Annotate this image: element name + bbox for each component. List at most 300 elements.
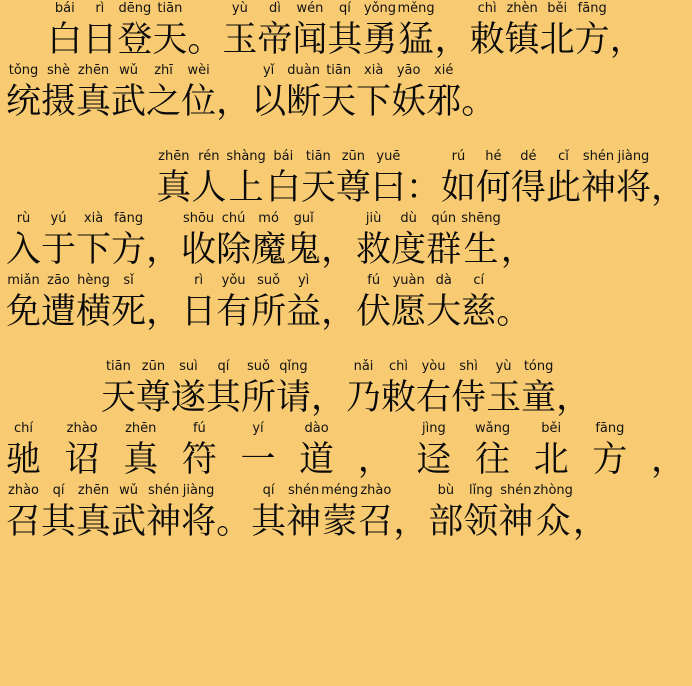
chinese-character: 敕 <box>469 20 505 60</box>
pinyin-annotation: měng <box>397 1 435 16</box>
pinyin-annotation: dà <box>435 273 452 288</box>
pinyin-annotation: xié <box>434 63 454 78</box>
pinyin-annotation: fāng <box>114 211 144 226</box>
pinyin-annotation: chì <box>389 359 409 374</box>
pinyin-annotation: dù <box>400 211 417 226</box>
chinese-character: 。 <box>216 502 252 542</box>
pinyin-char-unit <box>486 358 521 420</box>
pinyin-annotation: wǎng <box>475 421 511 436</box>
pinyin-char-unit <box>6 420 41 482</box>
chinese-character: 益 <box>286 292 322 332</box>
pinyin-annotation: zhào <box>66 421 98 436</box>
chinese-character: 上 <box>228 168 264 208</box>
pinyin-annotation: zhēn <box>77 483 110 498</box>
pinyin-annotation: miǎn <box>7 273 40 288</box>
chinese-character: 度 <box>391 230 427 270</box>
pinyin-annotation: dé <box>520 149 537 164</box>
chinese-character: 其 <box>41 502 77 542</box>
pinyin-char-unit <box>461 272 496 334</box>
chinese-character: 之 <box>146 82 182 122</box>
chinese-character: 侍 <box>451 378 487 418</box>
pinyin-char-unit <box>156 148 191 210</box>
pinyin-annotation: zūn <box>341 149 365 164</box>
pinyin-annotation: nǎi <box>353 359 374 374</box>
pinyin-char-unit <box>546 148 581 210</box>
chinese-character: 救 <box>356 230 392 270</box>
chinese-character: 慈 <box>461 292 497 332</box>
chinese-character: 此 <box>545 168 581 208</box>
chinese-character: 方 <box>592 440 628 480</box>
pinyin-char-unit <box>76 210 111 272</box>
pinyin-char-unit <box>426 272 461 334</box>
chinese-character: 摄 <box>41 82 77 122</box>
text-line <box>0 420 692 482</box>
pinyin-char-unit <box>397 0 434 62</box>
chinese-character: ， <box>146 230 182 270</box>
chinese-character: 迳 <box>416 440 452 480</box>
pinyin-annotation: yǐ <box>262 63 275 78</box>
chinese-character: 伏 <box>356 292 392 332</box>
punctuation-unit <box>461 62 496 124</box>
pinyin-annotation: wèi <box>187 63 210 78</box>
pinyin-annotation: zāo <box>47 273 70 288</box>
chinese-character: ， <box>572 502 608 542</box>
pinyin-char-unit <box>222 0 257 62</box>
chinese-character: 天 <box>300 168 336 208</box>
pinyin-annotation: duàn <box>287 63 320 78</box>
chinese-character: 部 <box>428 502 464 542</box>
pinyin-annotation: qí <box>52 483 65 498</box>
chinese-character: 生 <box>463 230 499 270</box>
pinyin-char-unit <box>327 0 362 62</box>
punctuation-unit <box>651 420 686 482</box>
pinyin-annotation: rì <box>194 273 204 288</box>
pinyin-char-unit <box>251 482 286 544</box>
chinese-character: 道 <box>299 440 335 480</box>
pinyin-annotation: tóng <box>523 359 554 374</box>
pinyin-annotation: shōu <box>182 211 215 226</box>
pinyin-char-unit <box>381 358 416 420</box>
chinese-character: 遂 <box>170 378 206 418</box>
pinyin-annotation: xià <box>364 63 384 78</box>
chinese-character: 所 <box>251 292 287 332</box>
pinyin-char-unit <box>111 482 146 544</box>
chinese-character: 真 <box>123 440 159 480</box>
pinyin-annotation: qí <box>262 483 275 498</box>
chinese-character: 曰 <box>370 168 406 208</box>
text-line <box>0 482 692 544</box>
pinyin-annotation: fú <box>192 421 206 436</box>
chinese-character: 尊 <box>135 378 171 418</box>
chinese-character: 诏 <box>64 440 100 480</box>
chinese-character: ， <box>500 230 536 270</box>
pinyin-annotation: bái <box>273 149 294 164</box>
pinyin-char-unit <box>336 148 371 210</box>
pinyin-char-unit <box>391 210 426 272</box>
pinyin-char-unit <box>292 0 327 62</box>
pinyin-char-unit <box>511 148 546 210</box>
chinese-character: 其 <box>327 20 363 60</box>
pinyin-char-unit <box>41 210 76 272</box>
chinese-character: 登 <box>117 20 153 60</box>
pinyin-annotation: zūn <box>141 359 166 374</box>
pinyin-annotation: fāng <box>577 1 607 16</box>
chinese-character: 魔 <box>251 230 287 270</box>
chinese-character: 以 <box>251 82 287 122</box>
chinese-character: 收 <box>181 230 217 270</box>
pinyin-annotation: sǐ <box>123 273 134 288</box>
pinyin-char-unit <box>299 420 334 482</box>
pinyin-annotation: zhī <box>154 63 173 78</box>
chinese-character: 猛 <box>398 20 434 60</box>
pinyin-char-unit <box>65 420 100 482</box>
chinese-character: 众 <box>535 502 571 542</box>
pinyin-char-unit <box>426 62 461 124</box>
pinyin-char-unit <box>111 62 146 124</box>
pinyin-char-unit <box>416 358 451 420</box>
pinyin-char-unit <box>6 62 41 124</box>
pinyin-char-unit <box>416 420 451 482</box>
pinyin-char-unit <box>152 0 187 62</box>
pinyin-char-unit <box>356 272 391 334</box>
chinese-character: 死 <box>111 292 147 332</box>
punctuation-unit <box>358 420 393 482</box>
pinyin-char-unit <box>428 482 463 544</box>
pinyin-char-unit <box>266 148 301 210</box>
chinese-character: ， <box>556 378 592 418</box>
pinyin-annotation: dào <box>304 421 329 436</box>
pinyin-char-unit <box>82 0 117 62</box>
chinese-character: ， <box>357 440 393 480</box>
pinyin-char-unit <box>76 482 111 544</box>
chinese-character: ， <box>321 230 357 270</box>
pinyin-char-unit <box>371 148 406 210</box>
chinese-character: 其 <box>205 378 241 418</box>
chinese-character: 神 <box>498 502 534 542</box>
pinyin-char-unit <box>391 62 426 124</box>
pinyin-annotation: tiān <box>305 149 331 164</box>
chinese-character: 童 <box>521 378 557 418</box>
pinyin-char-unit <box>181 482 216 544</box>
chinese-character: 将 <box>181 502 217 542</box>
pinyin-char-unit <box>346 358 381 420</box>
chinese-character: 真 <box>76 82 112 122</box>
pinyin-char-unit <box>146 482 181 544</box>
pinyin-char-unit <box>181 62 216 124</box>
pinyin-char-unit <box>616 148 651 210</box>
pinyin-annotation: zhēn <box>125 421 157 436</box>
pinyin-char-unit <box>181 210 216 272</box>
pinyin-char-unit <box>111 272 146 334</box>
pinyin-char-unit <box>47 0 82 62</box>
chinese-character: 帝 <box>257 20 293 60</box>
chinese-character: 天 <box>100 378 136 418</box>
pinyin-char-unit <box>286 482 321 544</box>
pinyin-annotation: zhào <box>8 483 39 498</box>
pinyin-char-unit <box>257 0 292 62</box>
punctuation-unit <box>610 0 645 62</box>
pinyin-annotation: méng <box>321 483 359 498</box>
text-line <box>0 210 692 272</box>
pinyin-annotation: zhēn <box>158 149 190 164</box>
chinese-character: 往 <box>475 440 511 480</box>
pinyin-annotation: běi <box>547 1 568 16</box>
punctuation-unit <box>311 358 346 420</box>
pinyin-annotation: suǒ <box>246 359 270 374</box>
pinyin-annotation: guǐ <box>293 211 314 226</box>
pinyin-annotation: jìng <box>422 421 446 436</box>
pinyin-char-unit <box>241 358 276 420</box>
pinyin-char-unit <box>476 148 511 210</box>
pinyin-annotation: yuàn <box>392 273 425 288</box>
chinese-character: ， <box>310 378 346 418</box>
punctuation-unit <box>393 482 428 544</box>
pinyin-char-unit <box>191 148 226 210</box>
pinyin-char-unit <box>101 358 136 420</box>
text-line <box>0 358 692 420</box>
chinese-character: 尊 <box>335 168 371 208</box>
pinyin-annotation: wǔ <box>119 63 138 78</box>
chinese-character: 入 <box>6 230 42 270</box>
pinyin-annotation: shàng <box>226 149 266 164</box>
chinese-character: 下 <box>356 82 392 122</box>
pinyin-annotation: shè <box>47 63 71 78</box>
pinyin-annotation: yù <box>231 1 248 16</box>
chinese-character: 神 <box>146 502 182 542</box>
pinyin-annotation: qǐng <box>279 359 308 374</box>
punctuation-unit <box>501 210 536 272</box>
chinese-character: 人 <box>191 168 227 208</box>
pinyin-char-unit <box>540 0 575 62</box>
pinyin-annotation: zhèn <box>506 1 538 16</box>
pinyin-char-unit <box>575 0 610 62</box>
pinyin-annotation: yuē <box>376 149 401 164</box>
text-line <box>0 0 692 62</box>
chinese-character: ： <box>405 168 441 208</box>
chinese-character: ， <box>650 168 686 208</box>
pinyin-char-unit <box>6 210 41 272</box>
pinyin-char-unit <box>251 210 286 272</box>
pinyin-annotation: dì <box>268 1 281 16</box>
pinyin-char-unit <box>146 62 181 124</box>
pinyin-annotation: zhòng <box>533 483 573 498</box>
chinese-character: 北 <box>539 20 575 60</box>
chinese-character: 邪 <box>426 82 462 122</box>
chinese-character: 请 <box>275 378 311 418</box>
pinyin-annotation: rì <box>95 1 105 16</box>
chinese-character: 武 <box>111 82 147 122</box>
pinyin-annotation: tǒng <box>8 63 39 78</box>
pinyin-annotation: dēng <box>118 1 152 16</box>
pinyin-annotation: zhēn <box>77 63 110 78</box>
punctuation-unit <box>187 0 222 62</box>
chinese-character: 玉 <box>486 378 522 418</box>
pinyin-annotation: jiù <box>365 211 382 226</box>
pinyin-annotation: shén <box>147 483 180 498</box>
pinyin-char-unit <box>475 420 510 482</box>
pinyin-annotation: yù <box>495 359 512 374</box>
pinyin-char-unit <box>498 482 533 544</box>
chinese-character: 横 <box>76 292 112 332</box>
pinyin-annotation: chí <box>14 421 33 436</box>
pinyin-char-unit <box>470 0 505 62</box>
chinese-character: ， <box>216 82 252 122</box>
pinyin-annotation: mó <box>258 211 279 226</box>
chinese-character: 一 <box>240 440 276 480</box>
pinyin-annotation: tiān <box>157 1 183 16</box>
pinyin-char-unit <box>251 62 286 124</box>
chinese-character: 其 <box>251 502 287 542</box>
pinyin-char-unit <box>505 0 540 62</box>
pinyin-char-unit <box>286 272 321 334</box>
punctuation-unit <box>146 210 181 272</box>
chinese-character: 免 <box>6 292 42 332</box>
pinyin-annotation: chú <box>221 211 246 226</box>
punctuation-unit <box>321 272 356 334</box>
pinyin-char-unit <box>41 62 76 124</box>
chinese-character: 鬼 <box>286 230 322 270</box>
pinyin-annotation: shì <box>459 359 478 374</box>
chinese-character: 领 <box>463 502 499 542</box>
chinese-character: 群 <box>426 230 462 270</box>
pinyin-char-unit <box>241 420 276 482</box>
punctuation-unit <box>146 272 181 334</box>
pinyin-annotation: cǐ <box>558 149 569 164</box>
pinyin-annotation: yú <box>50 211 67 226</box>
pinyin-char-unit <box>286 210 321 272</box>
punctuation-unit <box>496 272 531 334</box>
chinese-character: 如 <box>440 168 476 208</box>
pinyin-char-unit <box>226 148 265 210</box>
pinyin-annotation: qún <box>431 211 457 226</box>
text-line <box>0 62 692 124</box>
chinese-character: ， <box>321 292 357 332</box>
pinyin-char-unit <box>321 62 356 124</box>
chinese-character: 愿 <box>391 292 427 332</box>
punctuation-unit <box>216 62 251 124</box>
text-line <box>0 272 692 334</box>
pinyin-char-unit <box>182 420 217 482</box>
pinyin-annotation: shén <box>582 149 615 164</box>
chinese-character: 武 <box>111 502 147 542</box>
pinyin-char-unit <box>356 210 391 272</box>
pinyin-char-unit <box>521 358 556 420</box>
punctuation-unit <box>216 482 251 544</box>
pinyin-char-unit <box>276 358 311 420</box>
chinese-character: ， <box>434 20 470 60</box>
pinyin-char-unit <box>358 482 393 544</box>
pinyin-char-unit <box>533 482 573 544</box>
chinese-character: 位 <box>181 82 217 122</box>
chinese-character: 妖 <box>391 82 427 122</box>
pinyin-annotation: tiān <box>105 359 131 374</box>
pinyin-char-unit <box>206 358 241 420</box>
chinese-character: 真 <box>156 168 192 208</box>
pinyin-annotation: yòu <box>421 359 446 374</box>
pinyin-annotation: hèng <box>77 273 110 288</box>
chinese-character: 北 <box>533 440 569 480</box>
pinyin-annotation: fú <box>367 273 381 288</box>
chinese-character: 。 <box>461 82 497 122</box>
pinyin-annotation: rén <box>198 149 220 164</box>
pinyin-char-unit <box>216 210 251 272</box>
pinyin-annotation: jiàng <box>617 149 650 164</box>
chinese-character: 闻 <box>292 20 328 60</box>
pinyin-char-unit <box>592 420 627 482</box>
chinese-character: 符 <box>181 440 217 480</box>
pinyin-annotation: běi <box>541 421 562 436</box>
chinese-character: 断 <box>286 82 322 122</box>
pinyin-char-unit <box>286 62 321 124</box>
chinese-character: 玉 <box>222 20 258 60</box>
chinese-character: 勇 <box>362 20 398 60</box>
pinyin-char-unit <box>463 482 498 544</box>
pinyin-annotation: tiān <box>326 63 352 78</box>
chinese-character: 驰 <box>6 440 42 480</box>
pinyin-annotation: rù <box>16 211 31 226</box>
chinese-character: 真 <box>76 502 112 542</box>
punctuation-unit <box>321 210 356 272</box>
chinese-character: 所 <box>240 378 276 418</box>
punctuation-unit <box>573 482 608 544</box>
text-line <box>0 148 692 210</box>
punctuation-unit <box>556 358 591 420</box>
chinese-character: 神 <box>286 502 322 542</box>
pinyin-annotation: yǒng <box>363 1 397 16</box>
block-spacer <box>0 334 692 358</box>
text-block <box>0 148 692 334</box>
chinese-character: 何 <box>475 168 511 208</box>
pinyin-annotation: cí <box>473 273 485 288</box>
chinese-character: ， <box>609 20 645 60</box>
chinese-character: 于 <box>41 230 77 270</box>
pinyin-annotation: shén <box>288 483 320 498</box>
chinese-character: 蒙 <box>322 502 358 542</box>
pinyin-char-unit <box>534 420 569 482</box>
pinyin-char-unit <box>6 482 41 544</box>
pinyin-char-unit <box>321 482 358 544</box>
chinese-character: 日 <box>181 292 217 332</box>
pinyin-char-unit <box>76 272 111 334</box>
pinyin-annotation: yì <box>297 273 310 288</box>
pinyin-char-unit <box>123 420 158 482</box>
chinese-character: 方 <box>574 20 610 60</box>
chinese-character: 大 <box>426 292 462 332</box>
block-spacer <box>0 124 692 148</box>
pinyin-char-unit <box>181 272 216 334</box>
pinyin-annotation: bái <box>54 1 75 16</box>
pinyin-annotation: hé <box>485 149 502 164</box>
pinyin-char-unit <box>441 148 476 210</box>
chinese-character: 镇 <box>504 20 540 60</box>
text-block <box>0 0 692 124</box>
chinese-character: 得 <box>510 168 546 208</box>
chinese-character: 乃 <box>346 378 382 418</box>
pinyin-char-unit <box>41 272 76 334</box>
pinyin-annotation: yí <box>252 421 264 436</box>
pinyin-annotation: lǐng <box>468 483 493 498</box>
pinyin-annotation: fāng <box>595 421 625 436</box>
chinese-character: 白 <box>47 20 83 60</box>
punctuation-unit <box>406 148 441 210</box>
chinese-character: ， <box>146 292 182 332</box>
pinyin-char-unit <box>581 148 616 210</box>
pinyin-annotation: rú <box>451 149 466 164</box>
pinyin-annotation: shēng <box>461 211 501 226</box>
pinyin-annotation: yāo <box>396 63 421 78</box>
chinese-character: 有 <box>216 292 252 332</box>
pinyin-char-unit <box>111 210 146 272</box>
